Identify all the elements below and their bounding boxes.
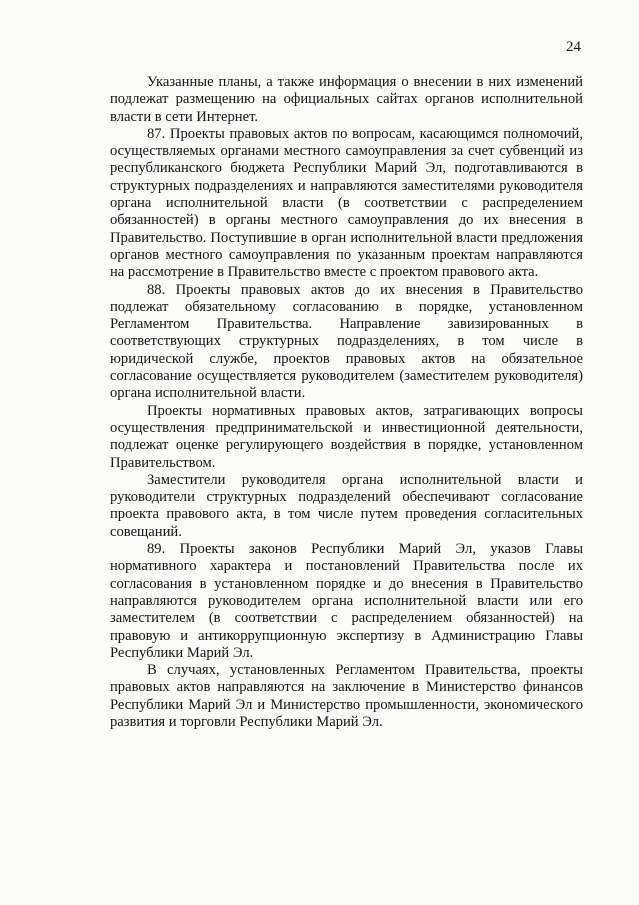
page-number: 24 (566, 39, 581, 55)
paragraph-plans-publication: Указанные планы, а также информация о внесении в них изменений подлежат размещению на официальных сайтах органов исполнительной власти в сети Интернет. (110, 74, 583, 125)
paragraph-regulatory-impact: Проекты нормативных правовых актов, затрагивающих вопросы осуществления предпринимательской и инвестиционной деятельности, подлежат оценке регулирующего воздействия в порядке, установленном Правительством. (110, 402, 583, 471)
paragraph-87: 87. Проекты правовых актов по вопросам, касающимся полномочий, осуществляемых органами местного самоуправления за счет субвенций из республиканского бюджета Республики Марий Эл, подготавливаются в структурных подразделениях и направляются заместителями руководителя органа исполнительной власти (в соответствии с распределением обязанностей) в органы местного самоуправления до их внесения в Правительство. Поступившие в орган исполнительной власти предложения органов местного самоуправления по указанным проектам направляются на рассмотрение в Правительство вместе с проектом правового акта. (110, 125, 583, 281)
paragraph-deputies-approval: Заместители руководителя органа исполнительной власти и руководители структурных подразделений обеспечивают согласование проекта правового акта, в том числе путем проведения согласительных совещаний. (110, 471, 583, 540)
paragraph-88: 88. Проекты правовых актов до их внесения в Правительство подлежат обязательному согласованию в порядке, установленном Регламентом Правительства. Направление завизированных в соответствующих структурных подразделениях, в том числе в юридической службе, проектов правовых актов на обязательное согласование осуществляется руководителем (заместителем руководителя) органа исполнительной власти. (110, 281, 583, 402)
paragraph-89: 89. Проекты законов Республики Марий Эл, указов Главы нормативного характера и постановлений Правительства после их согласования в установленном порядке и до внесения в Правительство направляются руководителем органа исполнительной власти или его заместителем (в соответствии с распределением обязанностей) на правовую и антикоррупционную экспертизу в Администрацию Главы Республики Марий Эл. (110, 541, 583, 661)
document-body (110, 74, 583, 731)
paragraph-ministry-conclusion: В случаях, установленных Регламентом Правительства, проекты правовых актов направляются на заключение в Министерство финансов Республики Марий Эл и Министерство промышленности, экономического развития и торговли Республики Марий Эл. (110, 662, 583, 730)
